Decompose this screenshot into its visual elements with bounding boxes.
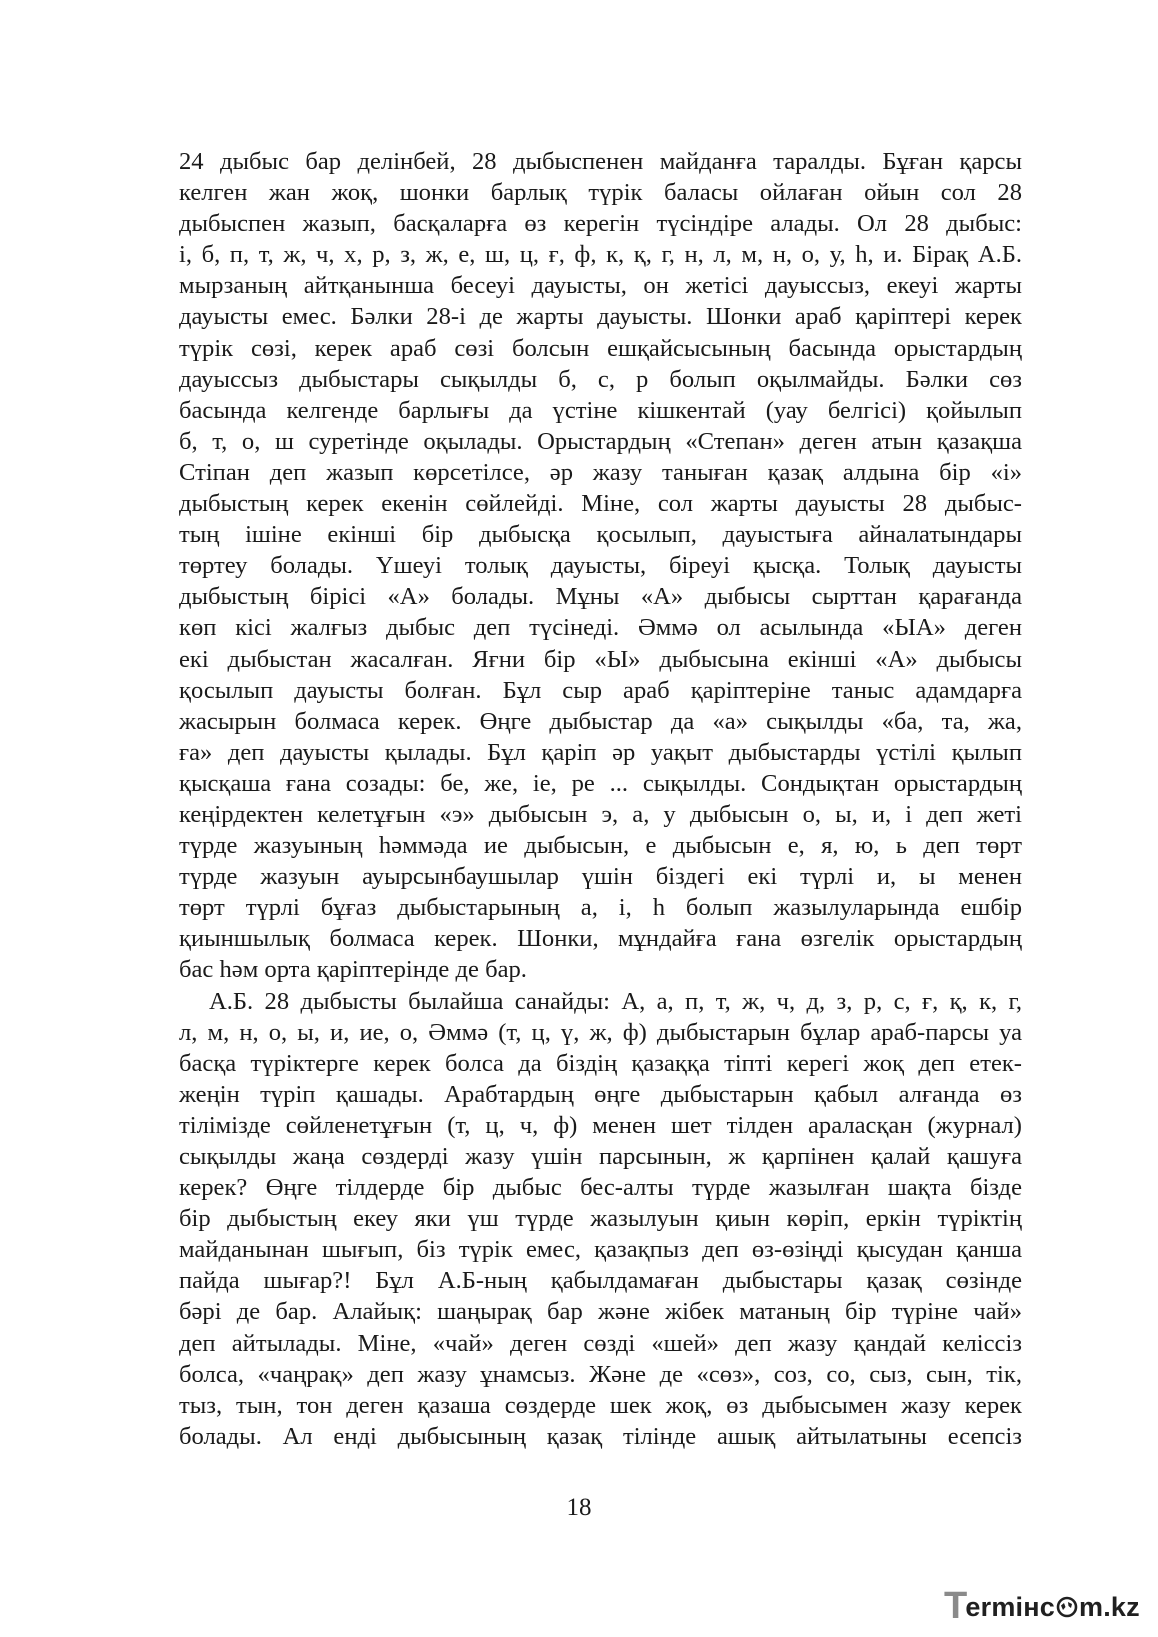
text-line: Стіпан деп жазып көрсетілсе, әр жазу таныған қазақ алдына бір «і» (179, 458, 1022, 486)
text-line: деп айтылады. Міне, «чай» деген сөзді «шей» деп жазу қандай келіссіз (179, 1329, 1022, 1357)
text-line: дыбыстың керек екенін сөйлейді. Міне, сол жарты дауысты 28 дыбыс- (179, 490, 1022, 518)
text-line: тілімізде сөйленетұғын (т, ц, ч, ф) менен шет тілден араласқан (журнал) (179, 1111, 1022, 1139)
text-line: бәрі де бар. Алайық: шаңырақ бар және жібек матаның бір түріне чай» (179, 1298, 1022, 1326)
text-line: жеңін түріп қашады. Арабтардың өңге дыбыстарын қабыл алғанда өз (179, 1080, 1022, 1108)
text-line: басқа түріктерге керек болса да біздің қазаққа тіпті керегі жоқ деп етек- (179, 1049, 1022, 1077)
text-line: келген жан жоқ, шонки барлық түрік баласы ойлаған ойын сол 28 (179, 179, 1022, 207)
text-line: түрде жазуын ауырсынбаушылар үшін біздегі екі түрлі и, ы менен (179, 863, 1022, 891)
globe-icon (1056, 1596, 1078, 1618)
text-line: дауыссыз дыбыстары сықылды б, с, р болып оқылмайды. Бәлки сөз (179, 365, 1022, 393)
text-line: болады. Ал енді дыбысының қазақ тілінде ашық айтылатыны есепсіз (179, 1422, 1022, 1450)
text-line: қосылып дауысты болған. Бұл сыр араб қаріптеріне таныс адамдарға (179, 676, 1022, 704)
text-line: кеңірдектен келетұғын «э» дыбысын э, а, у дыбысын о, ы, и, і деп жеті (179, 800, 1022, 828)
text-line: екі дыбыстан жасалған. Яғни бір «Ы» дыбысына екінші «А» дыбысы (179, 645, 1022, 673)
text-line: болса, «чаңрақ» деп жазу ұнамсыз. Және де «сөз», соз, со, сыз, сын, тік, (179, 1360, 1022, 1388)
text-line: і, б, п, т, ж, ч, х, р, з, ж, е, ш, ц, ғ, ф, к, қ, г, н, л, м, н, о, у, һ, и. Бірақ А.Б. (179, 241, 1022, 269)
text-line: ға» деп дауысты қылады. Бұл қаріп әр уақыт дыбыстарды үстілі қылып (179, 738, 1022, 766)
text-line: бас һәм орта қаріптерінде де бар. (179, 956, 527, 984)
text-line: тың ішіне екінші бір дыбысқа қосылып, дауыстыға айналатындары (179, 521, 1022, 549)
text-line: көп кісі жалғыз дыбыс деп түсінеді. Әммә ол асылында «ЫА» деген (179, 614, 1022, 642)
text-line: дыбыстың бірісі «А» болады. Мұны «А» дыбысы сырттан қарағанда (179, 583, 1022, 611)
watermark-text-end: m.kz (1078, 1591, 1140, 1622)
text-line: б, т, о, ш суретінде оқылады. Орыстардың «Степан» деген атын қазақша (179, 427, 1022, 455)
text-line: сықылды жаңа сөздерді жазу үшін парсынын, ж қарпінен қалай қашуға (179, 1143, 1022, 1170)
text-line: мырзаның айтқанынша бесеуі дауысты, он жетісі дауыссыз, екеуі жарты (179, 272, 1022, 300)
text-line: қысқаша ғана созады: бе, же, іе, ре ... сықылды. Сондықтан орыстардың (179, 769, 1022, 797)
text-line: түрде жазуының һәммәда ие дыбысын, е дыбысын е, я, ю, ь деп төрт (179, 832, 1022, 860)
page-number: 18 (566, 1494, 592, 1521)
text-line: төртеу болады. Үшеуі толық дауысты, біреуі қысқа. Толық дауысты (179, 552, 1022, 580)
watermark-text: ermінc (965, 1591, 1055, 1622)
text-line: дауысты емес. Бәлки 28-і де жарты дауысты. Шонки араб қаріптері керек (179, 303, 1022, 331)
text-line: А.Б. 28 дыбысты былайша санайды: А, а, п, т, ж, ч, д, з, р, с, ғ, қ, к, г, (209, 987, 1022, 1015)
text-line: пайда шығар?! Бұл А.Б-ның қабылдамаған дыбыстары қазақ сөзінде (179, 1267, 1022, 1295)
text-line: бір дыбыстың екеу яки үш түрде жазылуын қиын көріп, еркін түріктің (179, 1205, 1022, 1233)
text-line: керек? Өңге тілдерде бір дыбыс бес-алты түрде жазылған шақта бізде (179, 1174, 1022, 1202)
text-line: 24 дыбыс бар делінбей, 28 дыбыспенен майданға таралды. Бұған қарсы (179, 148, 1022, 175)
text-line: қиыншылық болмаса керек. Шонки, мұндайға ғана өзгелік орыстардың (179, 925, 1022, 953)
watermark-letter: T (944, 1584, 968, 1627)
text-line: басында келгенде барлығы да үстіне кішкентай (уау белгісі) қойылып (179, 396, 1022, 424)
text-line: түрік сөзі, керек араб сөзі болсын ешқайсысының басында орыстардың (179, 334, 1022, 362)
text-line: төрт түрлі бұғаз дыбыстарының а, і, һ болып жазылуларында ешбір (179, 894, 1022, 922)
text-line: жасырын болмаса керек. Өңге дыбыстар да «а» сықылды «ба, та, жа, (179, 707, 1022, 735)
text-line: майданынан шығып, біз түрік емес, қазақпыз деп өз-өзіңді қысудан қанша (179, 1236, 1022, 1264)
document-body (179, 146, 1022, 1452)
termincom-watermark-logo (944, 1585, 1140, 1629)
text-line: л, м, н, о, ы, и, ие, о, Әммә (т, ц, ү, ж, ф) дыбыстарын бұлар араб-парсы уа (179, 1018, 1022, 1046)
text-line: дыбыспен жазып, басқаларға өз керегін түсіндіре алады. Ол 28 дыбыс: (179, 210, 1022, 238)
text-line: тыз, тын, тон деген қазаша сөздерде шек жоқ, өз дыбысымен жазу керек (179, 1391, 1022, 1419)
